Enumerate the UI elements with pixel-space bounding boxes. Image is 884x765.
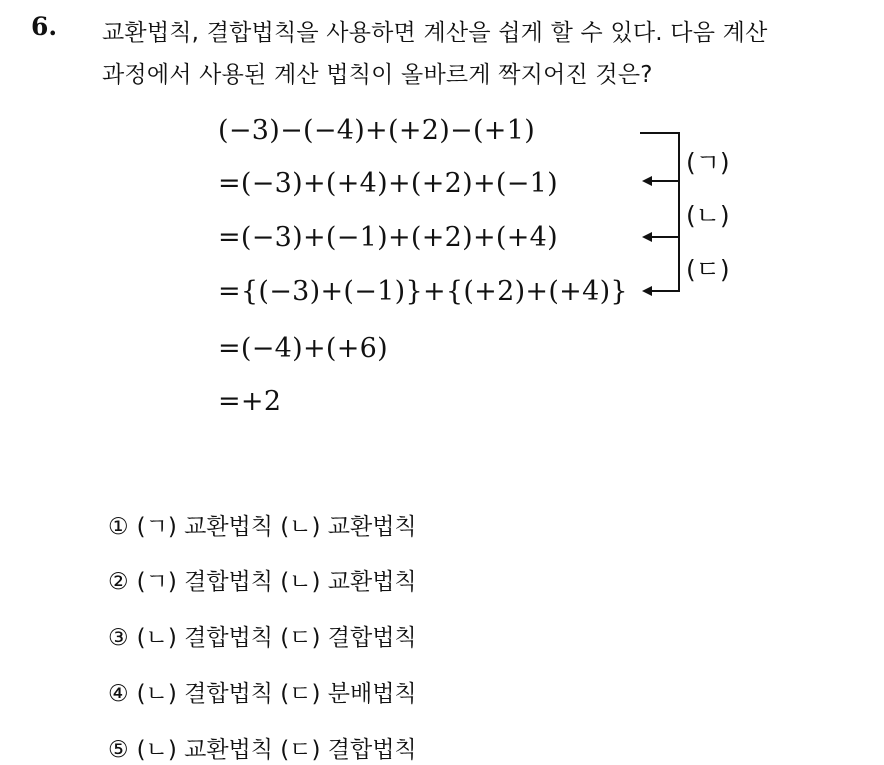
step-label-a: (ㄱ) xyxy=(686,148,730,177)
choice-4[interactable] xyxy=(108,675,417,708)
choice-marker: ① xyxy=(108,514,129,540)
calculation-step-4: =(−4)+(+6) xyxy=(218,333,388,364)
choice-text: (ㄱ) 교환법칙 (ㄴ) 교환법칙 xyxy=(136,514,417,540)
arrow-head-a xyxy=(642,176,652,186)
choice-1[interactable] xyxy=(108,508,417,541)
calculation-step-5: =+2 xyxy=(218,386,282,417)
question-number: 6. xyxy=(31,12,58,41)
arrow-head-b xyxy=(642,232,652,242)
step-label-c: (ㄷ) xyxy=(686,255,730,284)
calculation-step-2: =(−3)+(−1)+(+2)+(+4) xyxy=(218,222,558,253)
bracket-c xyxy=(648,237,679,291)
choice-text: (ㄱ) 결합법칙 (ㄴ) 교환법칙 xyxy=(136,569,417,595)
choice-3[interactable] xyxy=(108,619,417,652)
choice-text: (ㄴ) 결합법칙 (ㄷ) 분배법칙 xyxy=(136,681,417,707)
arrow-head-c xyxy=(642,286,652,296)
choice-marker: ② xyxy=(108,569,129,595)
bracket-a xyxy=(640,133,679,181)
bracket-b xyxy=(648,181,679,237)
choice-text: (ㄴ) 결합법칙 (ㄷ) 결합법칙 xyxy=(136,625,417,651)
choice-marker: ③ xyxy=(108,625,129,651)
calculation-step-0: (−3)−(−4)+(+2)−(+1) xyxy=(218,115,536,146)
step-label-b: (ㄴ) xyxy=(686,201,730,230)
choice-marker: ④ xyxy=(108,681,129,707)
choice-2[interactable] xyxy=(108,563,417,596)
choice-5[interactable] xyxy=(108,731,417,764)
question-text-line-1: 교환법칙, 결합법칙을 사용하면 계산을 쉽게 할 수 있다. 다음 계산 xyxy=(102,20,768,46)
question-text-line-2: 과정에서 사용된 계산 법칙이 올바르게 짝지어진 것은? xyxy=(102,62,653,88)
choice-marker: ⑤ xyxy=(108,737,129,763)
calculation-step-3: ={(−3)+(−1)}+{(+2)+(+4)} xyxy=(218,276,628,307)
choice-text: (ㄴ) 교환법칙 (ㄷ) 결합법칙 xyxy=(136,737,417,763)
calculation-step-1: =(−3)+(+4)+(+2)+(−1) xyxy=(218,168,558,199)
